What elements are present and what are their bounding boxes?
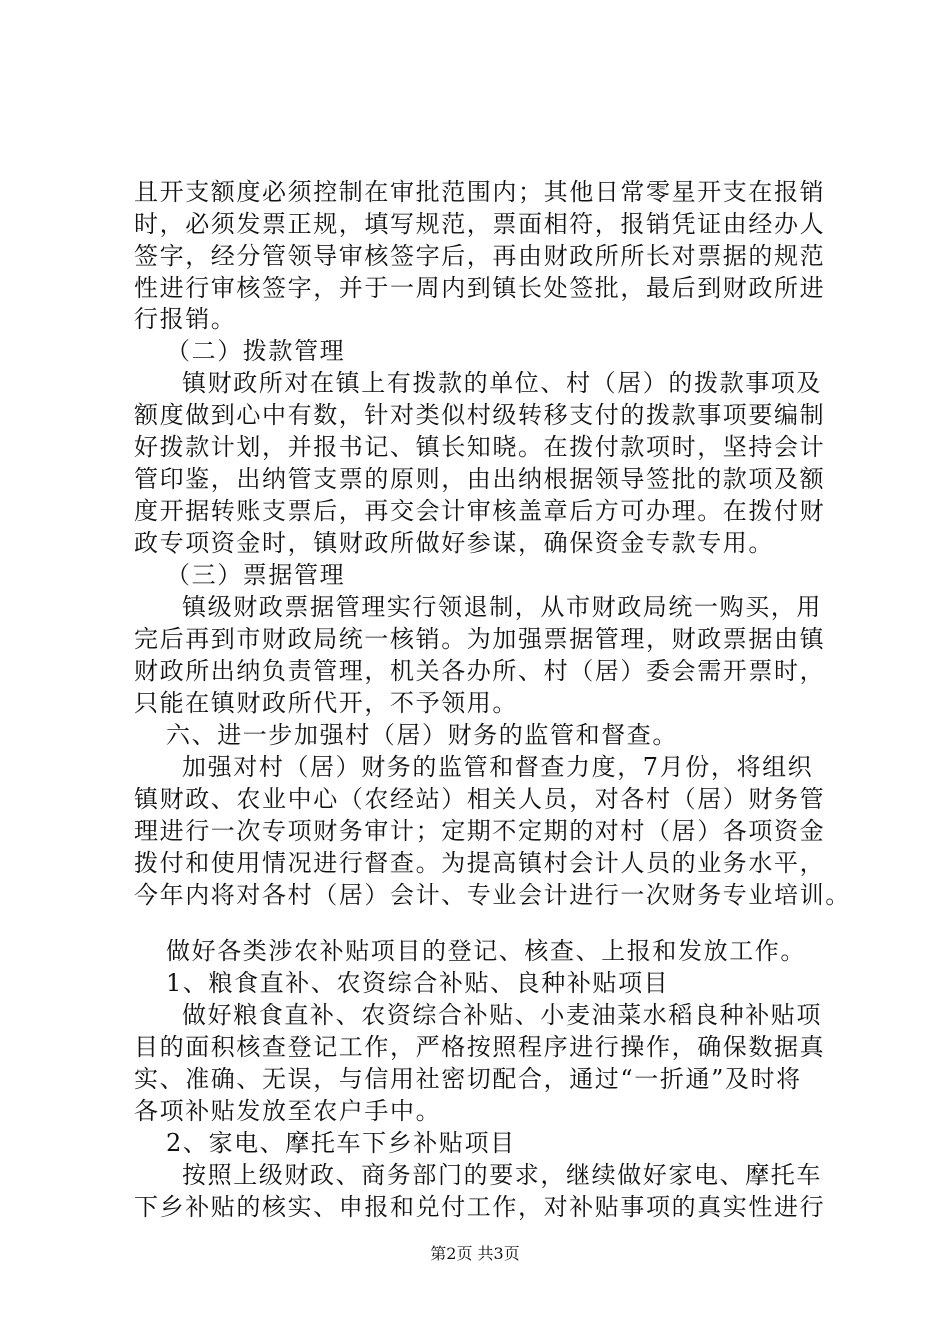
text-line: 完后再到市财政局统一核销。为加强票据管理，财政票据由镇	[134, 625, 826, 653]
text-line: 镇财政、农业中心（农经站）相关人员，对各村（居）财务管	[134, 785, 826, 813]
text-line: 时，必须发票正规，填写规范，票面相符，报销凭证由经办人	[134, 210, 826, 238]
page-footer: 第2页 共3页	[430, 1244, 520, 1263]
section-heading: （二）拨款管理	[166, 337, 346, 365]
text-line: 各项补贴发放至农户手中。	[134, 1097, 442, 1125]
text-line: 今年内将对各村（居）会计、专业会计进行一次财务专业培训。	[134, 881, 851, 909]
text-line: 签字，经分管领导审核签字后，再由财政所所长对票据的规范	[134, 242, 826, 270]
text-line: 好拨款计划，并报书记、镇长知晓。在拨付款项时，坚持会计	[134, 433, 826, 461]
text-line: 只能在镇财政所代开，不予领用。	[134, 689, 518, 717]
text-line: 度开据转账支票后，再交会计审核盖章后方可办理。在拨付财	[134, 497, 826, 525]
text-line: 且开支额度必须控制在审批范围内；其他日常零星开支在报销	[134, 178, 826, 206]
text-line: 做好粮食直补、农资综合补贴、小麦油菜水稻良种补贴项	[182, 1001, 822, 1029]
text-line: 政专项资金时，镇财政所做好参谋，确保资金专款专用。	[134, 529, 774, 557]
text-line: 做好各类涉农补贴项目的登记、核查、上报和发放工作。	[166, 937, 806, 965]
text-line: 下乡补贴的核实、申报和兑付工作，对补贴事项的真实性进行	[134, 1193, 826, 1221]
text-line: 加强对村（居）财务的监管和督查力度，7月份，将组织	[182, 753, 814, 781]
text-line: 行报销。	[134, 305, 237, 333]
text-line: 财政所出纳负责管理，机关各办所、村（居）委会需开票时，	[134, 657, 826, 685]
text-line: 镇财政所对在镇上有拨款的单位、村（居）的拨款事项及	[182, 369, 822, 397]
text-line: 理进行一次专项财务审计；定期不定期的对村（居）各项资金	[134, 817, 826, 845]
text-line: 性进行审核签字，并于一周内到镇长处签批，最后到财政所进	[134, 274, 826, 302]
section-heading: 1、粮食直补、农资综合补贴、良种补贴项目	[166, 969, 670, 997]
text-line: 额度做到心中有数，针对类似村级转移支付的拨款事项要编制	[134, 401, 826, 429]
text-line: 目的面积核查登记工作，严格按照程序进行操作，确保数据真	[134, 1033, 826, 1061]
text-line: 管印鉴，出纳管支票的原则，由出纳根据领导签批的款项及额	[134, 465, 826, 493]
section-heading: 六、进一步加强村（居）财务的监管和督查。	[166, 721, 678, 749]
text-line: 实、准确、无误，与信用社密切配合，通过“一折通”及时将	[134, 1065, 802, 1093]
text-line: 镇级财政票据管理实行领退制，从市财政局统一购买，用	[182, 593, 822, 621]
text-line: 拨付和使用情况进行督查。为提高镇村会计人员的业务水平，	[134, 849, 826, 877]
section-heading: 2、家电、摩托车下乡补贴项目	[166, 1129, 516, 1157]
section-heading: （三）票据管理	[166, 561, 346, 589]
text-line: 按照上级财政、商务部门的要求，继续做好家电、摩托车	[182, 1161, 822, 1189]
